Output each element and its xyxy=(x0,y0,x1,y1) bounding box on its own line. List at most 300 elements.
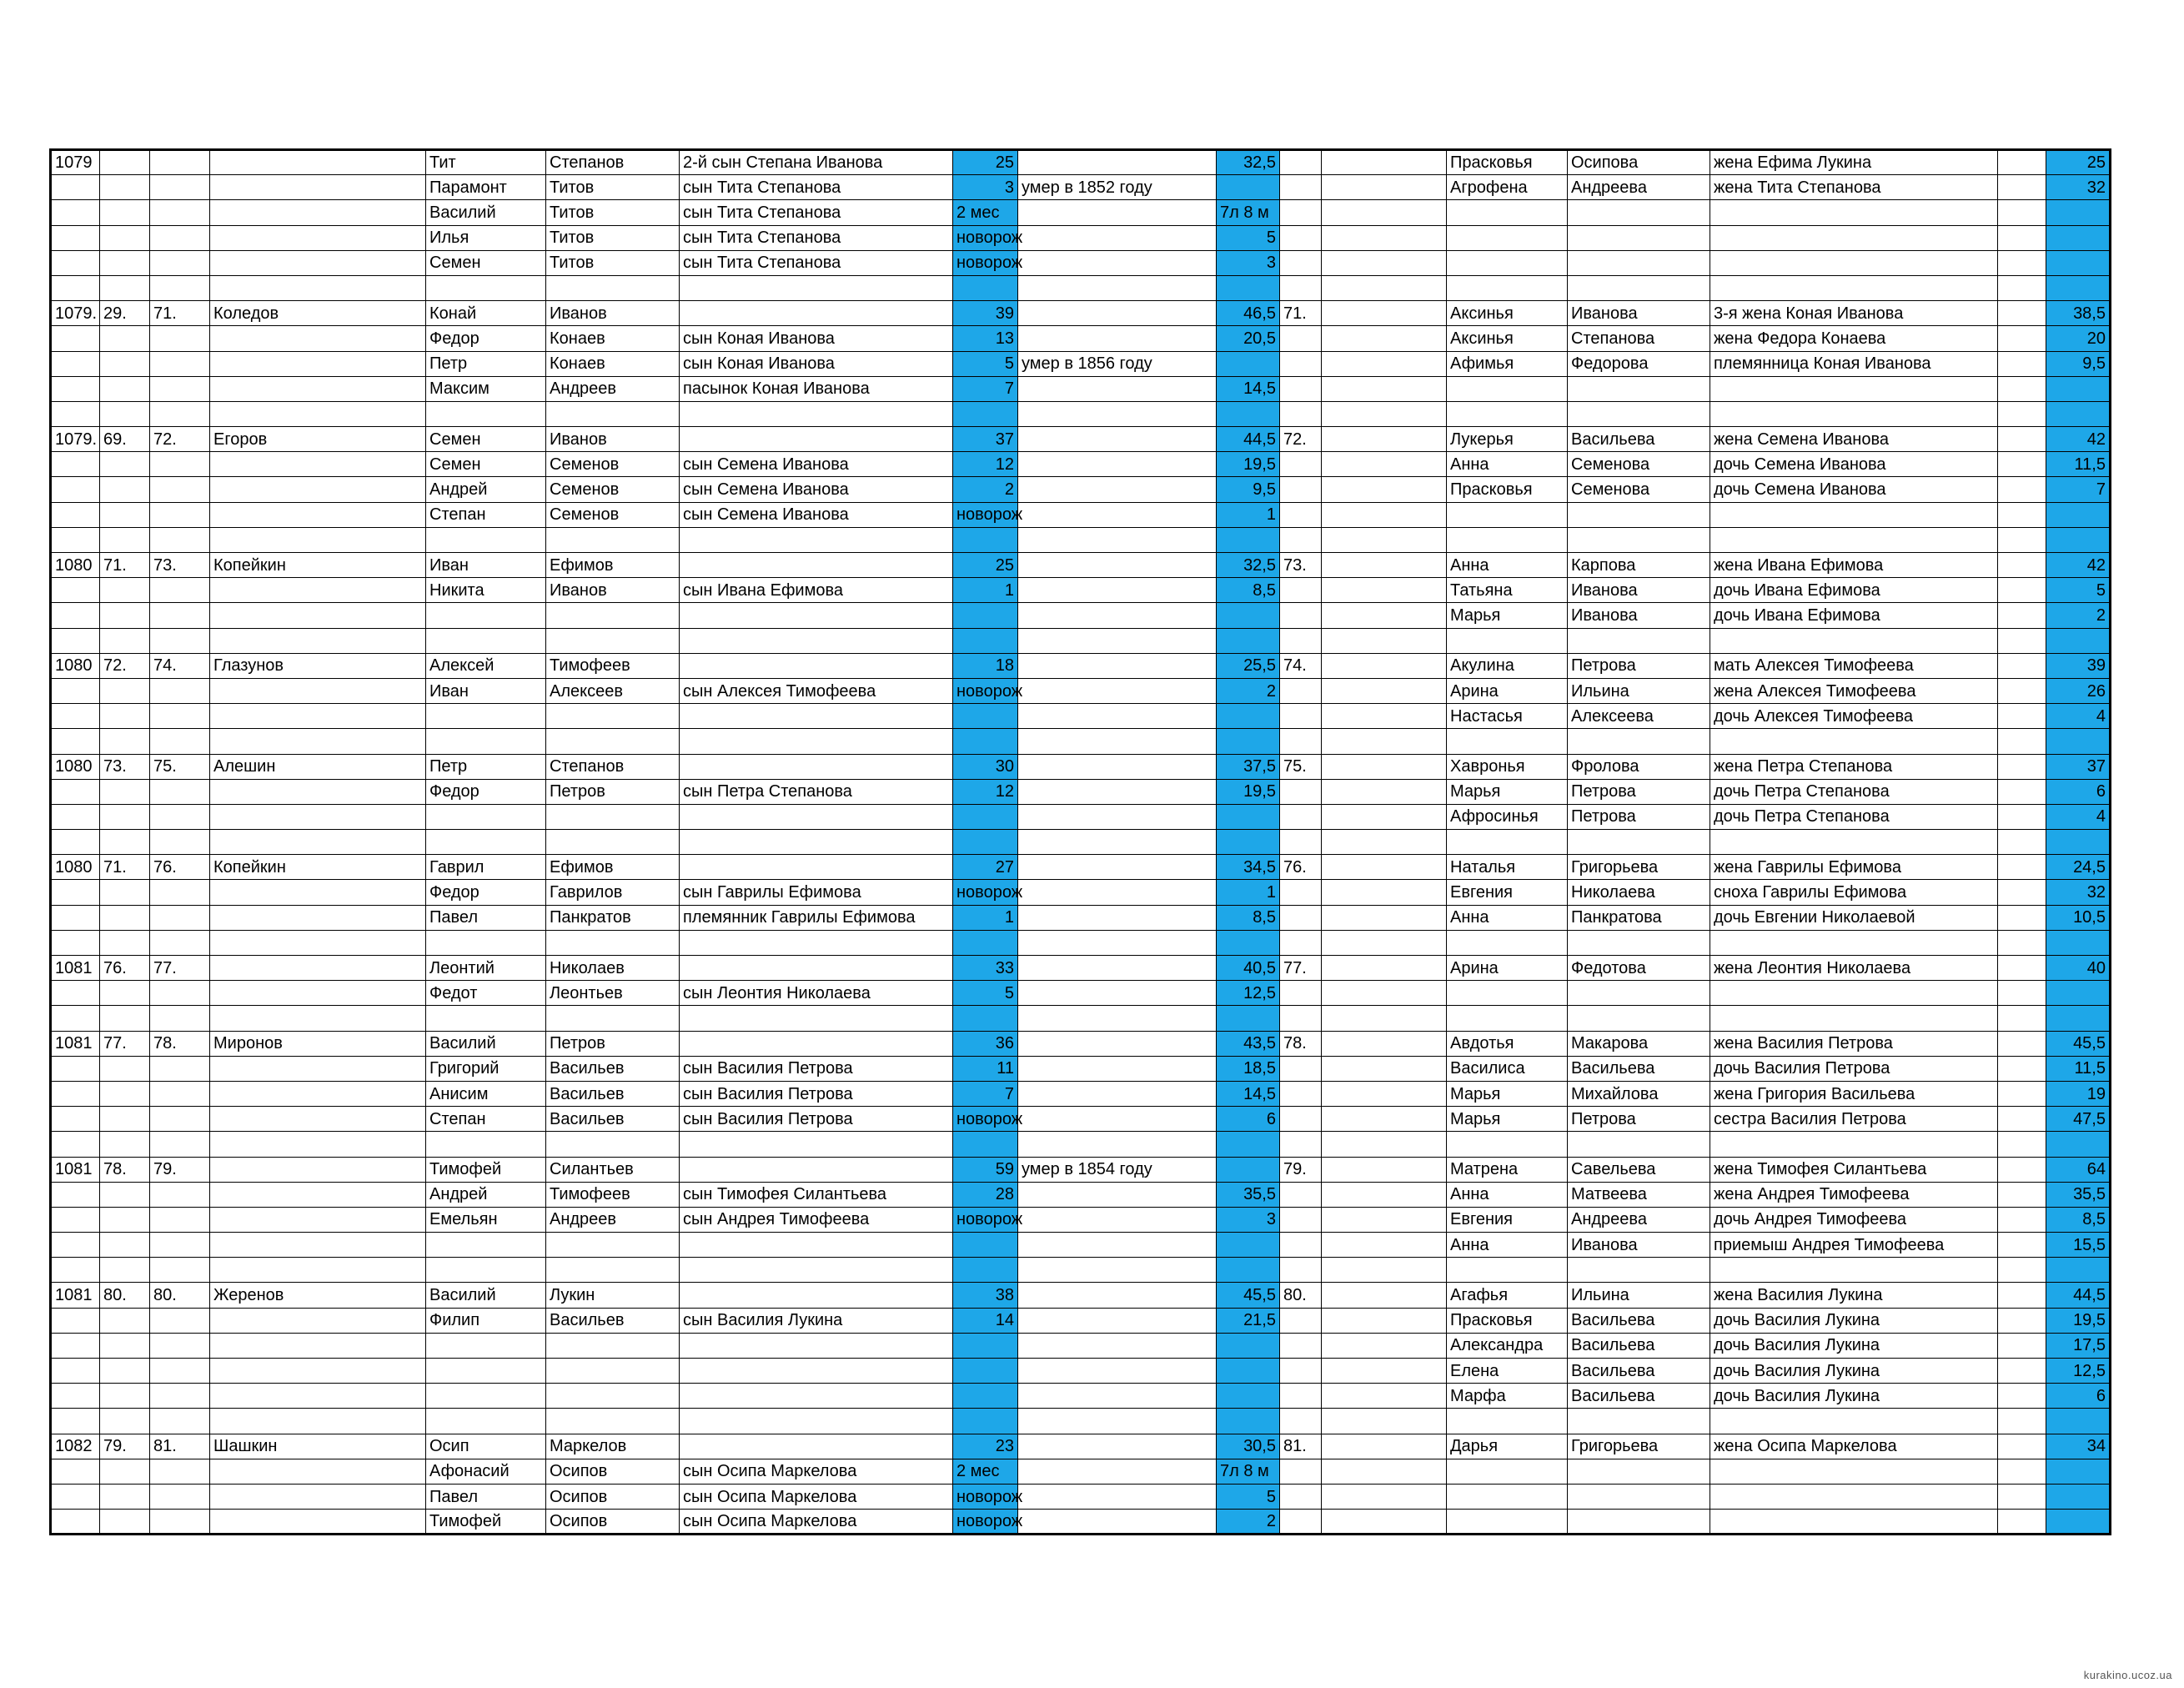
cell-male-note: умер в 1852 году xyxy=(1018,175,1217,200)
cell-surname xyxy=(210,678,426,703)
cell-male-relation: сын Василия Петрова xyxy=(680,1056,953,1081)
cell-household-prev-no xyxy=(100,1510,150,1535)
cell-female-relation xyxy=(1710,1484,1998,1509)
cell-male-name: Семен xyxy=(426,427,546,452)
cell-female-patronymic: Михайлова xyxy=(1568,1081,1710,1106)
cell-female-name: Евгения xyxy=(1447,1207,1568,1232)
cell-surname xyxy=(210,477,426,502)
cell-female-extra-2 xyxy=(1998,729,2046,754)
cell-household-prev-no xyxy=(100,1384,150,1409)
cell-surname xyxy=(210,804,426,829)
cell-female-patronymic xyxy=(1568,981,1710,1006)
table-row xyxy=(51,779,2111,804)
cell-household-no xyxy=(150,1233,210,1258)
blank-row xyxy=(51,930,2111,955)
cell-household-prev-no xyxy=(100,930,150,955)
blank-row xyxy=(51,1006,2111,1031)
cell-female-age: 15,5 xyxy=(2046,1233,2111,1258)
cell-household-prev-no: 71. xyxy=(100,553,150,578)
cell-male-note xyxy=(1018,628,1217,653)
cell-female-patronymic xyxy=(1568,225,1710,250)
cell-record-no: 1080 xyxy=(51,553,100,578)
cell-female-relation: жена Гаврилы Ефимова xyxy=(1710,855,1998,880)
cell-male-relation: сын Осипа Маркелова xyxy=(680,1484,953,1509)
cell-record-no xyxy=(51,275,100,300)
cell-surname xyxy=(210,401,426,426)
cell-male-note xyxy=(1018,1434,1217,1459)
cell-female-household-no: 71. xyxy=(1280,301,1322,326)
cell-male-relation: сын Алексея Тимофеева xyxy=(680,678,953,703)
cell-male-note xyxy=(1018,930,1217,955)
cell-male-relation xyxy=(680,401,953,426)
cell-surname xyxy=(210,502,426,527)
cell-household-no xyxy=(150,578,210,603)
cell-female-household-no xyxy=(1280,704,1322,729)
cell-female-extra xyxy=(1322,1132,1447,1157)
cell-female-household-no xyxy=(1280,1308,1322,1333)
cell-female-name: Арина xyxy=(1447,956,1568,981)
cell-household-prev-no xyxy=(100,1006,150,1031)
cell-male-note xyxy=(1018,678,1217,703)
cell-female-household-no xyxy=(1280,175,1322,200)
cell-female-relation: мать Алексея Тимофеева xyxy=(1710,653,1998,678)
cell-male-patronymic: Конаев xyxy=(546,326,680,351)
cell-female-name: Прасковья xyxy=(1447,150,1568,175)
cell-male-relation xyxy=(680,1283,953,1308)
cell-female-name: Анна xyxy=(1447,905,1568,930)
table-row xyxy=(51,804,2111,829)
cell-record-no xyxy=(51,1006,100,1031)
cell-household-prev-no xyxy=(100,830,150,855)
cell-record-no: 1081 xyxy=(51,1283,100,1308)
cell-household-prev-no xyxy=(100,1233,150,1258)
cell-age-1858: 2 xyxy=(1217,1510,1280,1535)
cell-household-prev-no: 76. xyxy=(100,956,150,981)
cell-female-age: 20 xyxy=(2046,326,2111,351)
cell-female-extra xyxy=(1322,175,1447,200)
cell-age-1850: 38 xyxy=(953,1283,1018,1308)
cell-female-name: Анна xyxy=(1447,452,1568,477)
cell-female-patronymic: Карпова xyxy=(1568,553,1710,578)
cell-surname xyxy=(210,1459,426,1484)
cell-male-name xyxy=(426,1333,546,1358)
cell-record-no: 1082 xyxy=(51,1434,100,1459)
cell-female-extra-2 xyxy=(1998,653,2046,678)
cell-female-relation xyxy=(1710,830,1998,855)
cell-household-prev-no xyxy=(100,527,150,552)
cell-record-no xyxy=(51,1258,100,1283)
cell-female-patronymic: Николаева xyxy=(1568,880,1710,905)
cell-age-1850: 1 xyxy=(953,578,1018,603)
cell-female-household-no xyxy=(1280,1233,1322,1258)
table-row xyxy=(51,1157,2111,1182)
cell-female-household-no xyxy=(1280,376,1322,401)
cell-surname xyxy=(210,1333,426,1358)
cell-male-patronymic: Осипов xyxy=(546,1459,680,1484)
cell-female-extra xyxy=(1322,1333,1447,1358)
cell-female-age xyxy=(2046,200,2111,225)
table-row xyxy=(51,1359,2111,1384)
cell-female-relation xyxy=(1710,1132,1998,1157)
cell-female-name: Марья xyxy=(1447,1107,1568,1132)
cell-female-name: Елена xyxy=(1447,1359,1568,1384)
cell-female-extra-2 xyxy=(1998,628,2046,653)
cell-household-prev-no xyxy=(100,603,150,628)
cell-record-no xyxy=(51,804,100,829)
cell-male-name xyxy=(426,1409,546,1434)
cell-female-age: 32 xyxy=(2046,175,2111,200)
cell-female-extra-2 xyxy=(1998,150,2046,175)
cell-male-relation xyxy=(680,1006,953,1031)
cell-male-patronymic xyxy=(546,628,680,653)
cell-male-relation xyxy=(680,830,953,855)
cell-household-prev-no xyxy=(100,1359,150,1384)
cell-age-1850 xyxy=(953,1132,1018,1157)
cell-female-extra xyxy=(1322,1006,1447,1031)
cell-household-no xyxy=(150,1132,210,1157)
cell-record-no xyxy=(51,880,100,905)
cell-female-name xyxy=(1447,200,1568,225)
cell-male-relation: сын Василия Петрова xyxy=(680,1107,953,1132)
cell-record-no xyxy=(51,1207,100,1232)
cell-female-name: Анна xyxy=(1447,1182,1568,1207)
cell-female-age: 19,5 xyxy=(2046,1308,2111,1333)
blank-row xyxy=(51,275,2111,300)
cell-female-extra-2 xyxy=(1998,578,2046,603)
cell-household-no xyxy=(150,477,210,502)
cell-female-age: 24,5 xyxy=(2046,855,2111,880)
cell-female-name xyxy=(1447,1258,1568,1283)
cell-female-relation: дочь Петра Степанова xyxy=(1710,804,1998,829)
cell-female-extra xyxy=(1322,1207,1447,1232)
cell-household-no: 76. xyxy=(150,855,210,880)
cell-household-no xyxy=(150,1207,210,1232)
cell-male-note: умер в 1854 году xyxy=(1018,1157,1217,1182)
cell-female-extra-2 xyxy=(1998,1484,2046,1509)
cell-household-prev-no xyxy=(100,1081,150,1106)
cell-female-relation xyxy=(1710,1006,1998,1031)
cell-female-extra-2 xyxy=(1998,1157,2046,1182)
cell-male-note xyxy=(1018,477,1217,502)
cell-female-relation: дочь Андрея Тимофеева xyxy=(1710,1207,1998,1232)
cell-female-extra-2 xyxy=(1998,1081,2046,1106)
cell-male-patronymic xyxy=(546,930,680,955)
cell-female-patronymic xyxy=(1568,1484,1710,1509)
cell-record-no xyxy=(51,1233,100,1258)
cell-female-name: Акулина xyxy=(1447,653,1568,678)
cell-female-relation: сноха Гаврилы Ефимова xyxy=(1710,880,1998,905)
cell-female-household-no: 76. xyxy=(1280,855,1322,880)
cell-household-prev-no xyxy=(100,175,150,200)
cell-household-prev-no xyxy=(100,981,150,1006)
cell-surname xyxy=(210,704,426,729)
cell-female-household-no xyxy=(1280,250,1322,275)
cell-female-age: 34 xyxy=(2046,1434,2111,1459)
cell-age-1858: 14,5 xyxy=(1217,1081,1280,1106)
cell-male-note xyxy=(1018,1258,1217,1283)
cell-age-1858: 1 xyxy=(1217,880,1280,905)
cell-female-household-no xyxy=(1280,880,1322,905)
cell-female-age xyxy=(2046,981,2111,1006)
cell-female-extra-2 xyxy=(1998,250,2046,275)
cell-record-no xyxy=(51,628,100,653)
cell-female-extra xyxy=(1322,603,1447,628)
cell-male-note xyxy=(1018,956,1217,981)
cell-female-name xyxy=(1447,930,1568,955)
cell-age-1850: 36 xyxy=(953,1031,1018,1056)
cell-female-extra-2 xyxy=(1998,1409,2046,1434)
cell-male-note xyxy=(1018,1359,1217,1384)
cell-household-prev-no xyxy=(100,250,150,275)
cell-female-name: Афимья xyxy=(1447,351,1568,376)
cell-age-1858: 12,5 xyxy=(1217,981,1280,1006)
cell-female-age: 7 xyxy=(2046,477,2111,502)
cell-male-relation xyxy=(680,804,953,829)
cell-male-relation: сын Тита Степанова xyxy=(680,250,953,275)
cell-male-name: Афонасий xyxy=(426,1459,546,1484)
cell-female-household-no xyxy=(1280,1132,1322,1157)
cell-female-name: Татьяна xyxy=(1447,578,1568,603)
cell-age-1858: 46,5 xyxy=(1217,301,1280,326)
cell-male-relation: племянник Гаврилы Ефимова xyxy=(680,905,953,930)
cell-female-household-no xyxy=(1280,527,1322,552)
table-row xyxy=(51,200,2111,225)
cell-male-note xyxy=(1018,150,1217,175)
cell-male-patronymic: Степанов xyxy=(546,754,680,779)
cell-female-patronymic: Ильина xyxy=(1568,1283,1710,1308)
cell-female-patronymic: Фролова xyxy=(1568,754,1710,779)
cell-household-no xyxy=(150,326,210,351)
cell-household-no xyxy=(150,1384,210,1409)
cell-household-prev-no: 71. xyxy=(100,855,150,880)
cell-female-patronymic: Васильева xyxy=(1568,1359,1710,1384)
cell-male-name: Емельян xyxy=(426,1207,546,1232)
cell-age-1850: новорож xyxy=(953,1484,1018,1509)
cell-household-no xyxy=(150,351,210,376)
cell-record-no xyxy=(51,981,100,1006)
cell-age-1858 xyxy=(1217,1233,1280,1258)
cell-male-note xyxy=(1018,1132,1217,1157)
cell-household-prev-no xyxy=(100,704,150,729)
cell-female-household-no: 78. xyxy=(1280,1031,1322,1056)
cell-female-name xyxy=(1447,1132,1568,1157)
cell-female-extra-2 xyxy=(1998,376,2046,401)
cell-age-1858 xyxy=(1217,1157,1280,1182)
cell-female-household-no: 72. xyxy=(1280,427,1322,452)
cell-household-no xyxy=(150,704,210,729)
cell-female-extra xyxy=(1322,855,1447,880)
cell-female-age: 45,5 xyxy=(2046,1031,2111,1056)
cell-household-no: 71. xyxy=(150,301,210,326)
cell-age-1858 xyxy=(1217,351,1280,376)
cell-household-prev-no xyxy=(100,225,150,250)
cell-age-1858 xyxy=(1217,804,1280,829)
cell-age-1850: 25 xyxy=(953,553,1018,578)
cell-male-name: Тимофей xyxy=(426,1510,546,1535)
cell-household-prev-no xyxy=(100,578,150,603)
cell-male-relation xyxy=(680,553,953,578)
cell-age-1858: 7л 8 м xyxy=(1217,200,1280,225)
cell-female-age xyxy=(2046,225,2111,250)
cell-male-name xyxy=(426,603,546,628)
cell-male-note xyxy=(1018,326,1217,351)
cell-record-no xyxy=(51,930,100,955)
cell-age-1858: 7л 8 м xyxy=(1217,1459,1280,1484)
cell-male-note xyxy=(1018,779,1217,804)
cell-household-prev-no xyxy=(100,275,150,300)
cell-household-no xyxy=(150,1510,210,1535)
cell-female-household-no xyxy=(1280,351,1322,376)
cell-age-1858 xyxy=(1217,729,1280,754)
table-row xyxy=(51,477,2111,502)
cell-female-patronymic xyxy=(1568,275,1710,300)
cell-female-household-no xyxy=(1280,830,1322,855)
cell-female-household-no: 73. xyxy=(1280,553,1322,578)
cell-female-relation: жена Петра Степанова xyxy=(1710,754,1998,779)
cell-female-household-no xyxy=(1280,1081,1322,1106)
cell-male-note xyxy=(1018,1233,1217,1258)
cell-female-age xyxy=(2046,401,2111,426)
cell-household-no xyxy=(150,880,210,905)
cell-female-household-no xyxy=(1280,1107,1322,1132)
cell-female-extra-2 xyxy=(1998,1359,2046,1384)
cell-female-relation: жена Ефима Лукина xyxy=(1710,150,1998,175)
cell-household-no xyxy=(150,603,210,628)
cell-household-no xyxy=(150,376,210,401)
cell-female-age: 6 xyxy=(2046,779,2111,804)
cell-record-no xyxy=(51,1484,100,1509)
cell-male-name xyxy=(426,930,546,955)
table-row xyxy=(51,1510,2111,1535)
cell-female-extra-2 xyxy=(1998,427,2046,452)
cell-female-relation: дочь Василия Лукина xyxy=(1710,1308,1998,1333)
cell-age-1858: 44,5 xyxy=(1217,427,1280,452)
cell-record-no xyxy=(51,830,100,855)
cell-age-1850 xyxy=(953,628,1018,653)
cell-female-extra-2 xyxy=(1998,1107,2046,1132)
cell-female-extra-2 xyxy=(1998,175,2046,200)
cell-male-relation: сын Семена Иванова xyxy=(680,502,953,527)
cell-female-extra-2 xyxy=(1998,981,2046,1006)
cell-male-name: Павел xyxy=(426,905,546,930)
cell-male-note xyxy=(1018,401,1217,426)
cell-female-extra-2 xyxy=(1998,855,2046,880)
cell-female-name xyxy=(1447,1409,1568,1434)
cell-surname xyxy=(210,1484,426,1509)
cell-female-name xyxy=(1447,1006,1568,1031)
cell-age-1858: 18,5 xyxy=(1217,1056,1280,1081)
cell-female-extra-2 xyxy=(1998,1384,2046,1409)
cell-male-relation xyxy=(680,628,953,653)
cell-male-note xyxy=(1018,1081,1217,1106)
cell-female-age xyxy=(2046,1510,2111,1535)
cell-age-1858: 9,5 xyxy=(1217,477,1280,502)
cell-female-household-no xyxy=(1280,905,1322,930)
cell-household-no: 81. xyxy=(150,1434,210,1459)
blank-row xyxy=(51,729,2111,754)
cell-surname xyxy=(210,326,426,351)
cell-female-household-no xyxy=(1280,150,1322,175)
cell-surname xyxy=(210,1006,426,1031)
cell-female-extra xyxy=(1322,427,1447,452)
cell-female-relation: жена Тита Степанова xyxy=(1710,175,1998,200)
cell-age-1858: 25,5 xyxy=(1217,653,1280,678)
cell-female-age: 6 xyxy=(2046,1384,2111,1409)
cell-male-note xyxy=(1018,1459,1217,1484)
cell-surname xyxy=(210,1258,426,1283)
cell-female-extra xyxy=(1322,578,1447,603)
cell-female-household-no xyxy=(1280,1006,1322,1031)
cell-female-patronymic: Андреева xyxy=(1568,175,1710,200)
cell-female-household-no xyxy=(1280,452,1322,477)
cell-female-name xyxy=(1447,729,1568,754)
cell-male-patronymic: Семенов xyxy=(546,477,680,502)
cell-female-extra-2 xyxy=(1998,401,2046,426)
cell-age-1858: 32,5 xyxy=(1217,553,1280,578)
table-row xyxy=(51,1384,2111,1409)
cell-household-no xyxy=(150,830,210,855)
cell-female-patronymic xyxy=(1568,527,1710,552)
cell-male-relation xyxy=(680,1031,953,1056)
cell-male-name: Василий xyxy=(426,200,546,225)
cell-household-prev-no xyxy=(100,376,150,401)
cell-female-extra xyxy=(1322,1409,1447,1434)
table-row xyxy=(51,754,2111,779)
cell-female-name xyxy=(1447,830,1568,855)
cell-record-no: 1079 xyxy=(51,150,100,175)
cell-female-name xyxy=(1447,1459,1568,1484)
cell-record-no xyxy=(51,578,100,603)
cell-female-name xyxy=(1447,401,1568,426)
blank-row xyxy=(51,628,2111,653)
cell-male-patronymic: Ефимов xyxy=(546,855,680,880)
cell-age-1850: 28 xyxy=(953,1182,1018,1207)
cell-female-name: Марфа xyxy=(1447,1384,1568,1409)
cell-male-relation: сын Коная Иванова xyxy=(680,326,953,351)
cell-household-prev-no xyxy=(100,1207,150,1232)
cell-male-name: Василий xyxy=(426,1031,546,1056)
table-row xyxy=(51,1031,2111,1056)
cell-surname xyxy=(210,1207,426,1232)
table-row xyxy=(51,250,2111,275)
cell-female-extra-2 xyxy=(1998,1434,2046,1459)
cell-household-prev-no xyxy=(100,779,150,804)
cell-female-household-no xyxy=(1280,1056,1322,1081)
cell-household-prev-no: 77. xyxy=(100,1031,150,1056)
cell-female-relation: дочь Евгении Николаевой xyxy=(1710,905,1998,930)
cell-surname xyxy=(210,527,426,552)
cell-male-name: Андрей xyxy=(426,1182,546,1207)
cell-female-age: 44,5 xyxy=(2046,1283,2111,1308)
cell-male-note xyxy=(1018,603,1217,628)
cell-household-no xyxy=(150,1081,210,1106)
cell-female-extra-2 xyxy=(1998,779,2046,804)
cell-household-prev-no xyxy=(100,1258,150,1283)
cell-male-name xyxy=(426,1006,546,1031)
cell-female-age: 8,5 xyxy=(2046,1207,2111,1232)
cell-male-name: Максим xyxy=(426,376,546,401)
cell-household-prev-no: 80. xyxy=(100,1283,150,1308)
cell-female-patronymic xyxy=(1568,628,1710,653)
cell-female-extra-2 xyxy=(1998,225,2046,250)
cell-record-no xyxy=(51,1409,100,1434)
cell-age-1858: 30,5 xyxy=(1217,1434,1280,1459)
cell-female-relation: жена Андрея Тимофеева xyxy=(1710,1182,1998,1207)
cell-female-extra xyxy=(1322,225,1447,250)
cell-female-patronymic: Васильева xyxy=(1568,1056,1710,1081)
cell-surname xyxy=(210,1384,426,1409)
cell-age-1850: 39 xyxy=(953,301,1018,326)
